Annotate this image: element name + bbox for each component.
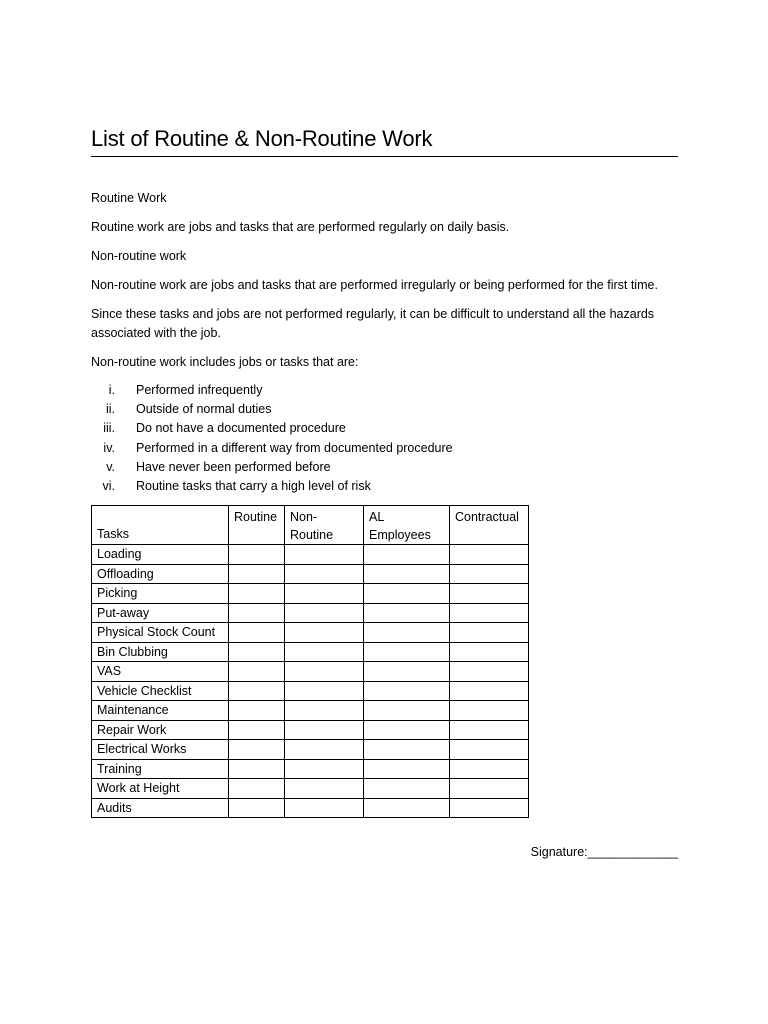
- list-item: [91, 419, 678, 438]
- al-employees-cell: [364, 798, 450, 818]
- column-header-tasks: Tasks: [92, 506, 229, 545]
- task-name-cell: Loading: [92, 545, 229, 565]
- nonroutine-cell: [285, 603, 364, 623]
- column-header-al-employees: AL Employees: [364, 506, 450, 545]
- table-row: [92, 564, 529, 584]
- table-row: [92, 584, 529, 604]
- routine-cell: [229, 798, 285, 818]
- al-employees-cell: [364, 545, 450, 565]
- task-name-cell: Vehicle Checklist: [92, 681, 229, 701]
- list-item-text: Routine tasks that carry a high level of risk: [136, 478, 371, 493]
- routine-cell: [229, 759, 285, 779]
- task-name-cell: Picking: [92, 584, 229, 604]
- al-employees-cell: [364, 603, 450, 623]
- routine-cell: [229, 779, 285, 799]
- task-name-cell: Work at Height: [92, 779, 229, 799]
- nonroutine-cell: [285, 740, 364, 760]
- page-title: List of Routine & Non-Routine Work: [91, 124, 678, 157]
- list-item-number: iii.: [103, 421, 115, 436]
- list-item-text: Performed in a different way from documented procedure: [136, 440, 453, 455]
- task-name-cell: Bin Clubbing: [92, 642, 229, 662]
- routine-cell: [229, 720, 285, 740]
- task-name-cell: VAS: [92, 662, 229, 682]
- contractual-cell: [450, 584, 529, 604]
- column-header-contractual: Contractual: [450, 506, 529, 545]
- task-name-cell: Electrical Works: [92, 740, 229, 760]
- al-employees-cell: [364, 740, 450, 760]
- hazard-note: Since these tasks and jobs are not performed regularly, it can be difficult to understand all the hazards associated with the job.: [91, 307, 655, 340]
- contractual-cell: [450, 740, 529, 760]
- list-item: [91, 477, 678, 496]
- routine-work-heading: Routine Work: [91, 191, 167, 205]
- list-item-number: v.: [106, 459, 115, 474]
- al-employees-cell: [364, 681, 450, 701]
- nonroutine-cell: [285, 584, 364, 604]
- routine-cell: [229, 662, 285, 682]
- contractual-cell: [450, 701, 529, 721]
- table-row: [92, 681, 529, 701]
- list-item-text: Performed infrequently: [136, 383, 263, 397]
- nonroutine-cell: [285, 545, 364, 565]
- signature-line: Signature:_____________: [530, 845, 678, 859]
- task-name-cell: Training: [92, 759, 229, 779]
- routine-cell: [229, 584, 285, 604]
- task-name-cell: Repair Work: [92, 720, 229, 740]
- contractual-cell: [450, 642, 529, 662]
- nonroutine-cell: [285, 642, 364, 662]
- contractual-cell: [450, 759, 529, 779]
- task-name-cell: Maintenance: [92, 701, 229, 721]
- table-row: [92, 798, 529, 818]
- routine-cell: [229, 642, 285, 662]
- table-header-row: [92, 506, 529, 545]
- list-item-number: vi.: [102, 478, 115, 493]
- al-employees-cell: [364, 701, 450, 721]
- list-item: [91, 381, 678, 400]
- table-row: [92, 623, 529, 643]
- list-item: [91, 439, 678, 458]
- nonroutine-cell: [285, 720, 364, 740]
- al-employees-cell: [364, 720, 450, 740]
- nonroutine-cell: [285, 701, 364, 721]
- al-employees-cell: [364, 779, 450, 799]
- contractual-cell: [450, 720, 529, 740]
- nonroutine-cell: [285, 798, 364, 818]
- task-name-cell: Audits: [92, 798, 229, 818]
- routine-cell: [229, 603, 285, 623]
- routine-cell: [229, 545, 285, 565]
- contractual-cell: [450, 779, 529, 799]
- nonroutine-cell: [285, 623, 364, 643]
- list-item-text: Do not have a documented procedure: [136, 421, 346, 436]
- table-row: [92, 779, 529, 799]
- task-classification-table: [91, 505, 529, 818]
- routine-cell: [229, 681, 285, 701]
- contractual-cell: [450, 681, 529, 701]
- routine-cell: [229, 564, 285, 584]
- nonroutine-cell: [285, 759, 364, 779]
- nonroutine-cell: [285, 681, 364, 701]
- contractual-cell: [450, 623, 529, 643]
- task-name-cell: Put-away: [92, 603, 229, 623]
- al-employees-cell: [364, 642, 450, 662]
- table-body: [92, 545, 529, 818]
- table-row: [92, 642, 529, 662]
- table-row: [92, 662, 529, 682]
- nonroutine-work-definition: Non-routine work are jobs and tasks that are performed irregularly or being performed for the first time.: [91, 278, 658, 292]
- table-row: [92, 740, 529, 760]
- list-item-text: Outside of normal duties: [136, 402, 272, 417]
- contractual-cell: [450, 662, 529, 682]
- al-employees-cell: [364, 623, 450, 643]
- contractual-cell: [450, 564, 529, 584]
- list-item-number: i.: [108, 383, 115, 397]
- task-name-cell: Offloading: [92, 564, 229, 584]
- nonroutine-cell: [285, 564, 364, 584]
- al-employees-cell: [364, 564, 450, 584]
- routine-work-definition: Routine work are jobs and tasks that are performed regularly on daily basis.: [91, 220, 510, 234]
- table-row: [92, 759, 529, 779]
- contractual-cell: [450, 545, 529, 565]
- al-employees-cell: [364, 662, 450, 682]
- list-item: [91, 400, 678, 419]
- routine-cell: [229, 740, 285, 760]
- list-item-number: ii.: [105, 402, 115, 417]
- contractual-cell: [450, 798, 529, 818]
- table-row: [92, 720, 529, 740]
- al-employees-cell: [364, 759, 450, 779]
- list-item-number: iv.: [103, 440, 115, 455]
- task-name-cell: Physical Stock Count: [92, 623, 229, 643]
- column-header-routine: Routine: [229, 506, 285, 545]
- al-employees-cell: [364, 584, 450, 604]
- criteria-list: [91, 381, 678, 496]
- table-row: [92, 701, 529, 721]
- nonroutine-work-heading: Non-routine work: [91, 249, 187, 263]
- table-row: [92, 603, 529, 623]
- column-header-nonroutine: Non-Routine: [285, 506, 364, 545]
- criteria-intro: Non-routine work includes jobs or tasks that are:: [91, 355, 359, 369]
- list-item-text: Have never been performed before: [136, 459, 331, 474]
- list-item: [91, 458, 678, 477]
- routine-cell: [229, 623, 285, 643]
- table-row: [92, 545, 529, 565]
- nonroutine-cell: [285, 662, 364, 682]
- routine-cell: [229, 701, 285, 721]
- nonroutine-cell: [285, 779, 364, 799]
- contractual-cell: [450, 603, 529, 623]
